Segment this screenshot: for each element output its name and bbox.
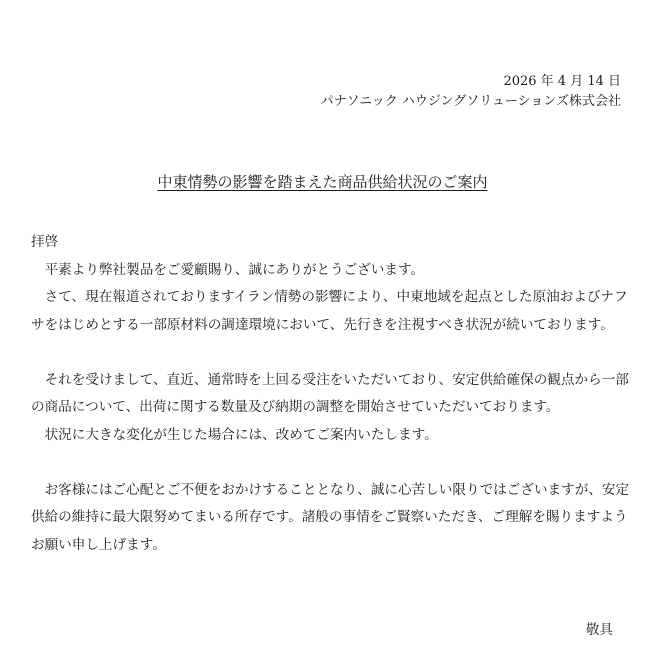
letter-body (31, 229, 631, 559)
opening-salutation: 拝啓 (31, 234, 59, 250)
paragraph-greeting: 平素より弊社製品をご愛顧賜り、誠にありがとうございます。 (44, 261, 425, 278)
paragraph-update-notice: 状況に大きな変化が生じた場合には、改めてご案内いたします。 (44, 426, 438, 443)
issue-date: 2026 年 4 月 14 日 (503, 74, 621, 89)
company-name: パナソニック ハウジングソリューションズ株式会社 (320, 94, 621, 109)
paragraph-adjustment: それを受けまして、直近、通常時を上回る受注をいただいており、安定供給確保の観点から一部の商品について、出荷に関する数量及び納期の調整を開始させていただいております。 (31, 371, 629, 415)
paragraph-spacer (31, 449, 631, 477)
document-title (0, 171, 645, 193)
closing-salutation: 敬具 (585, 622, 613, 638)
letter-header (321, 72, 621, 112)
paragraph-situation: さて、現在報道されておりますイラン情勢の影響により、中東地域を起点とした原油およびナフサをはじめとする一部原材料の調達環境において、先行きを注視すべき状況が続いております。 (31, 289, 628, 333)
paragraph-spacer (31, 339, 631, 367)
title-text: 中東情勢の影響を踏まえた商品供給状況のご案内 (157, 173, 488, 191)
paragraph-apology: お客様にはご心配とご不便をおかけすることとなり、誠に心苦しい限りではございますが、安定供給の維持に最大限努めてまいる所存です。諸般の事情をご賢察いただき、ご理解を賜りますようお願い申し上げます。 (31, 481, 630, 553)
